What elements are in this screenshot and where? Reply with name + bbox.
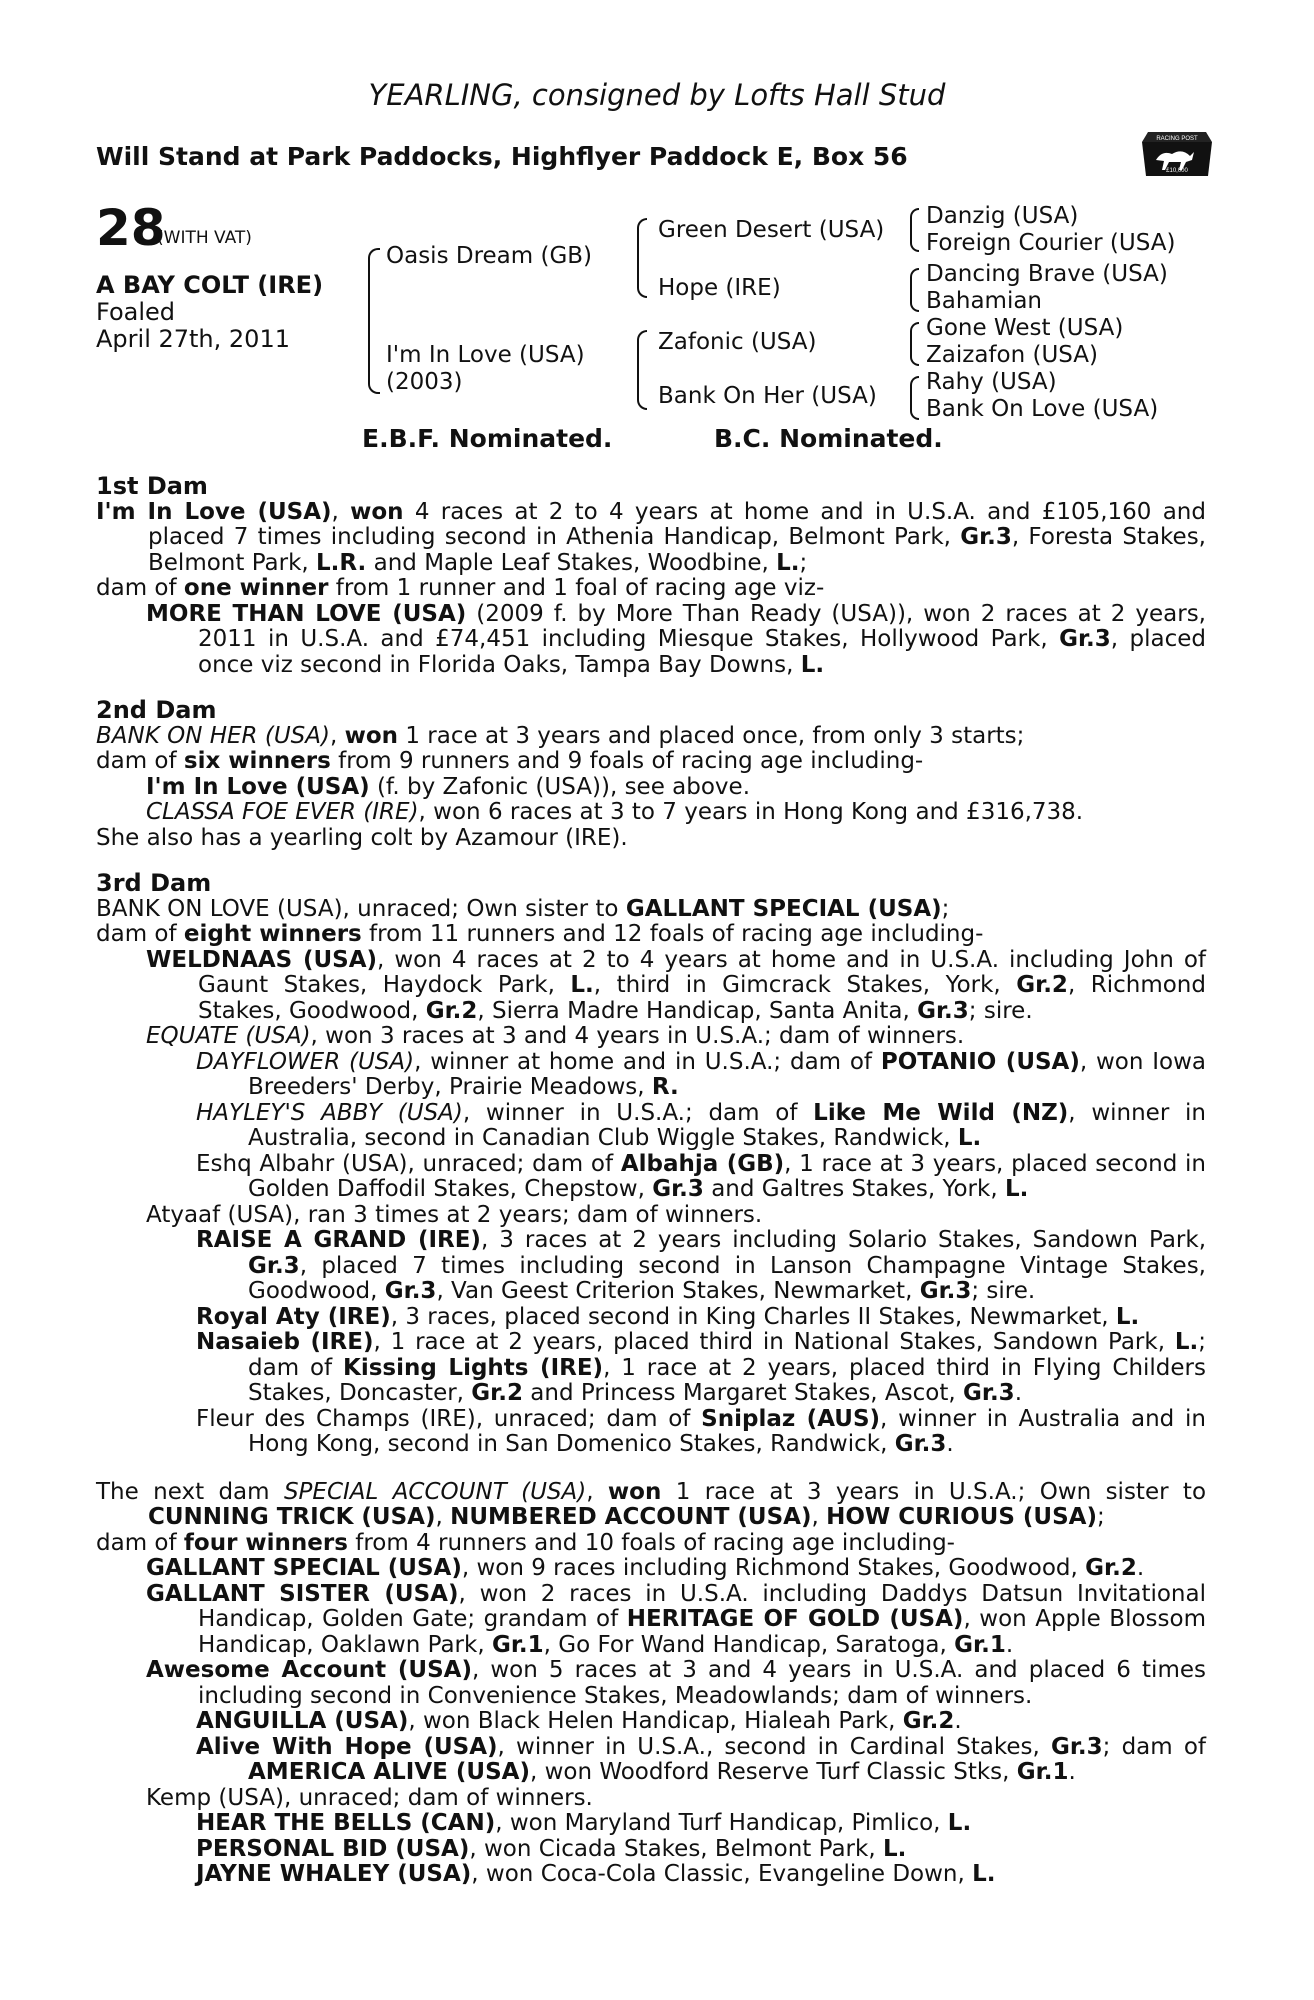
produce-note: She also has a yearling colt by Azamour (IRE). [96,824,628,851]
brace [637,330,647,410]
sire-sire: Green Desert (USA) [658,217,885,243]
brace [910,376,919,420]
produce-entry: HEAR THE BELLS (CAN), won Maryland Turf Handicap, Pimlico, L. [196,1810,972,1836]
section-heading: 1st Dam [96,472,208,500]
produce-entry: I'm In Love (USA) (f. by Zafonic (USA)), see above. [146,773,751,800]
produce-entry: Kemp (USA), unraced; dam of winners. [146,1784,593,1811]
dam-entry: I'm In Love (USA), won 4 races at 2 to 4 years at home and in U.S.A. and £105,160 and placed 7 times including second in Athenia Handicap, Belmont Park, Gr.3, Foresta Stakes, Belmont Park, L.R. and Maple Leaf Stakes, Woodbine, L.; [96,498,1206,576]
yearling-bonus-logo [1138,128,1216,180]
ss-sire: Danzig (USA) [926,203,1079,229]
dd-dam: Bank On Love (USA) [926,396,1159,422]
ss-dam: Foreign Courier (USA) [926,230,1176,256]
brace [910,268,919,312]
produce-entry: JAYNE WHALEY (USA), won Coca-Cola Classic, Evangeline Down, L. [196,1861,996,1887]
dam-entry: BANK ON LOVE (USA), unraced; Own sister to GALLANT SPECIAL (USA); [96,895,950,922]
ds-dam: Zaizafon (USA) [926,342,1099,368]
dam-dam: Bank On Her (USA) [658,383,877,409]
produce-entry: Alive With Hope (USA), winner in U.S.A., second in Cardinal Stakes, Gr.3; dam of AMERICA ALIVE (USA), won Woodford Reserve Turf Classic Stks, Gr.1. [196,1733,1206,1785]
sd-sire: Dancing Brave (USA) [926,261,1168,287]
produce-summary: dam of eight winners from 11 runners and 12 foals of racing age including- [96,921,984,947]
produce-summary: dam of four winners from 4 runners and 10 foals of racing age including- [96,1529,955,1556]
produce-entry: CLASSA FOE EVER (IRE), won 6 races at 3 to 7 years in Hong Kong and £316,738. [146,799,1084,825]
produce-entry: Nasaieb (IRE), 1 race at 2 years, placed third in National Stakes, Sandown Park, L.; dam of Kissing Lights (IRE), 1 race at 2 years, placed third in Flying Childers Stakes, Doncaster, Gr.2 and Princess Margaret Stakes, Ascot, Gr.3. [196,1329,1206,1406]
brace [910,208,919,252]
bc-nominated: B.C. Nominated. [714,424,943,453]
lot-name: A BAY COLT (IRE) [96,271,324,299]
svg-text:RACING POST: RACING POST [1156,136,1198,142]
brace [368,248,380,394]
dam-entry: BANK ON HER (USA), won 1 race at 3 years and placed once, from only 3 starts; [96,722,1025,749]
produce-entry: GALLANT SISTER (USA), won 2 races in U.S.A. including Daddys Datsun Invitational Handicap, Golden Gate; grandam of HERITAGE OF GOLD (USA), won Apple Blossom Handicap, Oaklawn Park, Gr.1, Go For Wand Handicap, Saratoga, Gr.1. [146,1580,1206,1658]
dam-entry: The next dam SPECIAL ACCOUNT (USA), won 1 race at 3 years in U.S.A.; Own sister to CUNNING TRICK (USA), NUMBERED ACCOUNT (USA), HOW CURIOUS (USA); [96,1478,1207,1530]
produce-entry: WELDNAAS (USA), won 4 races at 2 to 4 years at home and in U.S.A. including John of Gaunt Stakes, Haydock Park, L., third in Gimcrack Stakes, York, Gr.2, Richmond Stakes, Goodwood, Gr.2, Sierra Madre Handicap, Santa Anita, Gr.3; sire. [146,946,1206,1024]
produce-entry: Atyaaf (USA), ran 3 times at 2 years; dam of winners. [146,1201,763,1228]
ds-sire: Gone West (USA) [926,315,1124,341]
produce-entry: Awesome Account (USA), won 5 races at 3 and 4 years in U.S.A. and placed 6 times including second in Convenience Stakes, Meadowlands; dam of winners. [146,1657,1206,1709]
produce-entry: ANGUILLA (USA), won Black Helen Handicap, Hialeah Park, Gr.2. [196,1708,962,1734]
dd-sire: Rahy (USA) [926,369,1057,395]
brace [637,218,647,298]
produce-entry: MORE THAN LOVE (USA) (2009 f. by More Than Ready (USA)), won 2 races at 2 years, 2011 in U.S.A. and £74,451 including Miesque Stakes, Hollywood Park, Gr.3, placed once viz second in Florida Oaks, Tampa Bay Downs, L. [146,600,1206,678]
sire-dam: Hope (IRE) [658,275,781,301]
produce-summary: dam of one winner from 1 runner and 1 foal of racing age viz- [96,575,825,601]
brace [910,322,919,366]
produce-entry: EQUATE (USA), won 3 races at 3 and 4 years in U.S.A.; dam of winners. [146,1023,965,1049]
page-title: YEARLING, consigned by Lofts Hall Stud [368,78,946,112]
dam-year: (2003) [386,369,463,395]
lot-vat: (WITH VAT) [157,228,252,248]
dam: I'm In Love (USA) [386,342,585,368]
svg-text:£10,000: £10,000 [1166,168,1188,174]
produce-summary: dam of six winners from 9 runners and 9 foals of racing age including- [96,748,924,774]
section-heading: 2nd Dam [96,696,217,724]
lot-number: 28 [96,199,166,257]
ebf-nominated: E.B.F. Nominated. [362,424,613,453]
sire: Oasis Dream (GB) [386,243,593,269]
produce-entry: HAYLEY'S ABBY (USA), winner in U.S.A.; dam of Like Me Wild (NZ), winner in Australia, second in Canadian Club Wiggle Stakes, Randwick, L. [196,1099,1206,1151]
produce-entry: Fleur des Champs (IRE), unraced; dam of Sniplaz (AUS), winner in Australia and in Hong Kong, second in San Domenico Stakes, Randwick, Gr.3. [196,1405,1206,1457]
produce-entry: PERSONAL BID (USA), won Cicada Stakes, Belmont Park, L. [196,1835,907,1862]
produce-entry: Eshq Albahr (USA), unraced; dam of Albahja (GB), 1 race at 3 years, placed second in Golden Daffodil Stakes, Chepstow, Gr.3 and Galtres Stakes, York, L. [196,1150,1206,1202]
produce-entry: DAYFLOWER (USA), winner at home and in U.S.A.; dam of POTANIO (USA), won Iowa Breeders' Derby, Prairie Meadows, R. [196,1048,1207,1100]
section-heading: 3rd Dam [96,869,212,897]
produce-entry: Royal Aty (IRE), 3 races, placed second in King Charles II Stakes, Newmarket, L. [196,1303,1140,1330]
stand-location: Will Stand at Park Paddocks, Highflyer Paddock E, Box 56 [96,142,908,171]
produce-entry: RAISE A GRAND (IRE), 3 races at 2 years including Solario Stakes, Sandown Park, Gr.3, placed 7 times including second in Lanson Champagne Vintage Stakes, Goodwood, Gr.3, Van Geest Criterion Stakes, Newmarket, Gr.3; sire. [196,1227,1207,1304]
catalogue-body [96,474,1206,1888]
lot-description [96,272,323,353]
produce-entry: GALLANT SPECIAL (USA), won 9 races including Richmond Stakes, Goodwood, Gr.2. [146,1555,1145,1581]
sd-dam: Bahamian [926,288,1043,314]
foaled-date: April 27th, 2011 [96,325,290,353]
dam-sire: Zafonic (USA) [658,329,817,355]
foaled-label: Foaled [96,298,176,326]
